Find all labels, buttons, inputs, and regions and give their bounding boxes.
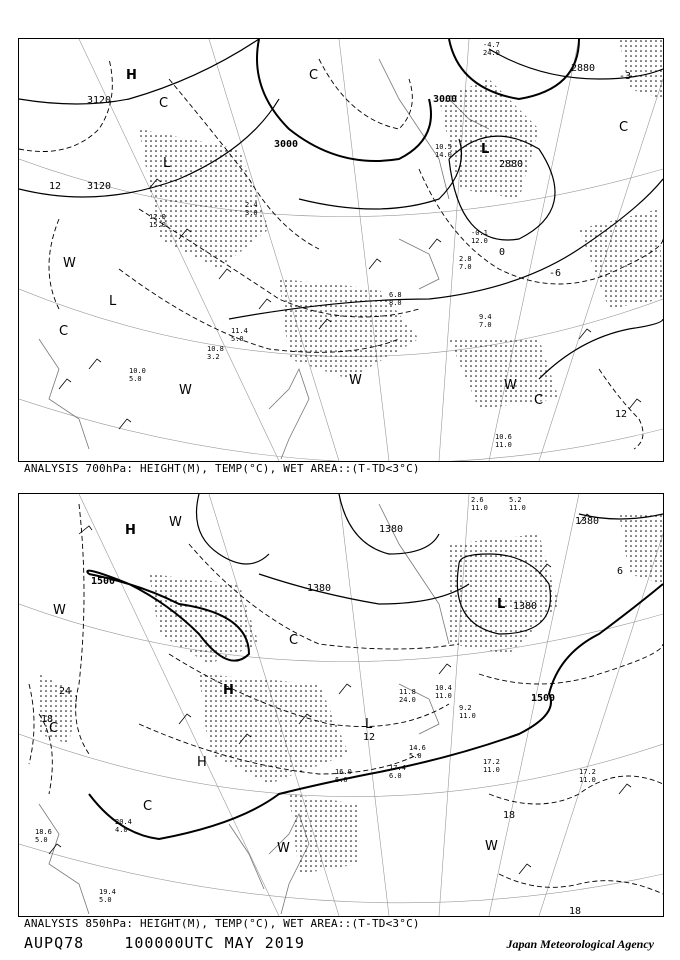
warm-marker: W: [277, 841, 290, 856]
svg-text:10.5: 10.5: [435, 143, 452, 151]
station-plot: [409, 744, 426, 760]
svg-text:6.8: 6.8: [389, 291, 402, 299]
height-label: 3000: [433, 94, 458, 105]
map-700hpa: [19, 39, 663, 461]
wet-areas: [39, 514, 663, 874]
isotherms: [19, 59, 663, 449]
svg-text:16.0: 16.0: [335, 768, 352, 776]
temp-label: 0: [499, 247, 506, 258]
station-plot: [459, 255, 472, 271]
temp-label: 12: [615, 409, 628, 420]
temp-label: 18: [569, 906, 582, 916]
height-label: 1500: [531, 693, 556, 704]
station-plot: [471, 229, 488, 245]
svg-text:11.0: 11.0: [459, 712, 476, 720]
height-label: 1380: [379, 524, 404, 535]
valid-time: 100000UTC MAY 2019: [124, 934, 305, 952]
station-plot: [389, 291, 402, 307]
warm-marker: W: [485, 839, 498, 854]
station-plot: [483, 758, 500, 774]
svg-text:11.4: 11.4: [231, 327, 248, 335]
svg-text:11.0: 11.0: [579, 776, 596, 784]
warm-marker: W: [504, 378, 517, 393]
cold-marker: C: [534, 393, 544, 408]
cold-marker: C: [143, 799, 153, 814]
svg-text:10.4: 10.4: [435, 684, 452, 692]
svg-text:11.0: 11.0: [471, 504, 488, 512]
station-plot: [99, 888, 116, 904]
svg-text:2.8: 2.8: [459, 255, 472, 263]
station-plot: [435, 143, 452, 159]
svg-text:5.0: 5.0: [409, 752, 422, 760]
warm-marker: W: [169, 515, 182, 530]
height-label: 1380: [307, 583, 332, 594]
temp-label: 12: [49, 181, 62, 192]
svg-text:11.0: 11.0: [509, 504, 526, 512]
station-plot: [479, 313, 492, 329]
svg-text:7.0: 7.0: [479, 321, 492, 329]
station-plot: [435, 684, 452, 700]
station-plot: [509, 496, 526, 512]
svg-text:10.0: 10.0: [129, 367, 146, 375]
station-plot: [149, 213, 166, 229]
temp-label: 18: [503, 810, 516, 821]
warm-marker: W: [349, 373, 362, 388]
svg-text:24.0: 24.0: [399, 696, 416, 704]
station-plot: [471, 496, 488, 512]
svg-text:17.2: 17.2: [483, 758, 500, 766]
high-marker: H: [223, 683, 234, 698]
svg-text:3.0: 3.0: [245, 209, 258, 217]
high-marker: H: [126, 68, 137, 83]
high-marker: H: [125, 523, 136, 538]
station-plot: [35, 828, 52, 844]
height-label: 2880: [571, 63, 596, 74]
station-plot: [207, 345, 224, 361]
svg-text:9.2: 9.2: [459, 704, 472, 712]
low-marker: L: [163, 156, 171, 171]
caption-850hpa: ANALYSIS 850hPa: HEIGHT(M), TEMP(°C), WET AREA::(T-TD<3°C): [24, 917, 420, 930]
svg-text:10.6: 10.6: [495, 433, 512, 441]
station-plot: [335, 768, 352, 784]
cold-marker: C: [289, 633, 299, 648]
high-marker: H: [197, 755, 207, 770]
svg-text:17.4: 17.4: [389, 764, 406, 772]
station-plot: [245, 201, 258, 217]
height-label: 1380: [575, 516, 600, 527]
agency-credit: Japan Meteorological Agency: [506, 937, 654, 951]
cold-marker: C: [49, 721, 59, 736]
height-label: 1380: [513, 601, 538, 612]
height-label: 3120: [87, 95, 112, 106]
svg-text:-4.7: -4.7: [483, 41, 500, 49]
svg-text:20.4: 20.4: [115, 818, 132, 826]
svg-text:12.0: 12.0: [149, 213, 166, 221]
svg-text:5.0: 5.0: [99, 896, 112, 904]
svg-text:17.2: 17.2: [579, 768, 596, 776]
station-plot: [389, 764, 406, 780]
temp-label: -3: [619, 71, 632, 82]
temp-label: 18: [41, 714, 54, 725]
cold-marker: C: [619, 120, 629, 135]
chart-id: AUPQ78: [24, 934, 85, 952]
svg-text:15.0: 15.0: [149, 221, 166, 229]
temp-label: -6: [549, 268, 562, 279]
cold-marker: C: [309, 68, 319, 83]
station-plot: [483, 41, 500, 57]
warm-marker: W: [53, 603, 66, 618]
station-plot: [579, 768, 596, 784]
chart-700hpa: [18, 38, 664, 462]
svg-text:12.0: 12.0: [471, 237, 488, 245]
warm-marker: W: [179, 383, 192, 398]
temp-label: 12: [363, 732, 376, 743]
height-label: 2880: [499, 159, 524, 170]
svg-text:6.0: 6.0: [389, 772, 402, 780]
svg-text:2.4: 2.4: [245, 201, 258, 209]
svg-text:5.0: 5.0: [129, 375, 142, 383]
svg-text:5.2: 5.2: [509, 496, 522, 504]
height-label: 3120: [87, 181, 112, 192]
svg-text:5.0: 5.0: [35, 836, 48, 844]
svg-text:7.0: 7.0: [459, 263, 472, 271]
station-plot: [129, 367, 146, 383]
svg-text:4.0: 4.0: [115, 826, 128, 834]
caption-700hpa: ANALYSIS 700hPa: HEIGHT(M), TEMP(°C), WET AREA::(T-TD<3°C): [24, 462, 420, 475]
station-plot: [399, 688, 416, 704]
svg-text:14.6: 14.6: [409, 744, 426, 752]
svg-text:9.4: 9.4: [479, 313, 492, 321]
temp-label: 6: [617, 566, 624, 577]
station-plot: [231, 327, 248, 343]
low-marker: L: [109, 294, 117, 309]
station-plot: [495, 433, 512, 449]
svg-text:14.0: 14.0: [435, 151, 452, 159]
low-marker: L: [365, 717, 373, 732]
svg-text:6.0: 6.0: [335, 776, 348, 784]
low-marker: L: [481, 142, 490, 157]
svg-text:2.6: 2.6: [471, 496, 484, 504]
low-marker: L: [497, 597, 506, 612]
height-label: 1500: [91, 576, 116, 587]
chart-identifier: [24, 934, 305, 952]
svg-text:24.0: 24.0: [483, 49, 500, 57]
height-contours: [87, 494, 663, 839]
svg-text:11.0: 11.0: [483, 766, 500, 774]
cold-marker: C: [159, 96, 169, 111]
station-plot: [459, 704, 476, 720]
svg-text:5.0: 5.0: [231, 335, 244, 343]
graticule: [19, 39, 663, 461]
svg-text:3.2: 3.2: [207, 353, 220, 361]
svg-text:18.6: 18.6: [35, 828, 52, 836]
warm-marker: W: [63, 256, 76, 271]
svg-text:10.8: 10.8: [207, 345, 224, 353]
svg-text:-0.1: -0.1: [471, 229, 488, 237]
svg-text:11.8: 11.8: [399, 688, 416, 696]
svg-text:19.4: 19.4: [99, 888, 116, 896]
temp-label: 24: [59, 686, 72, 697]
svg-text:11.0: 11.0: [495, 441, 512, 449]
svg-text:11.0: 11.0: [435, 692, 452, 700]
station-plot: [115, 818, 132, 834]
svg-text:8.0: 8.0: [389, 299, 402, 307]
chart-850hpa: [18, 493, 664, 917]
map-850hpa: [19, 494, 663, 916]
height-label: 3000: [274, 139, 299, 150]
cold-marker: C: [59, 324, 69, 339]
